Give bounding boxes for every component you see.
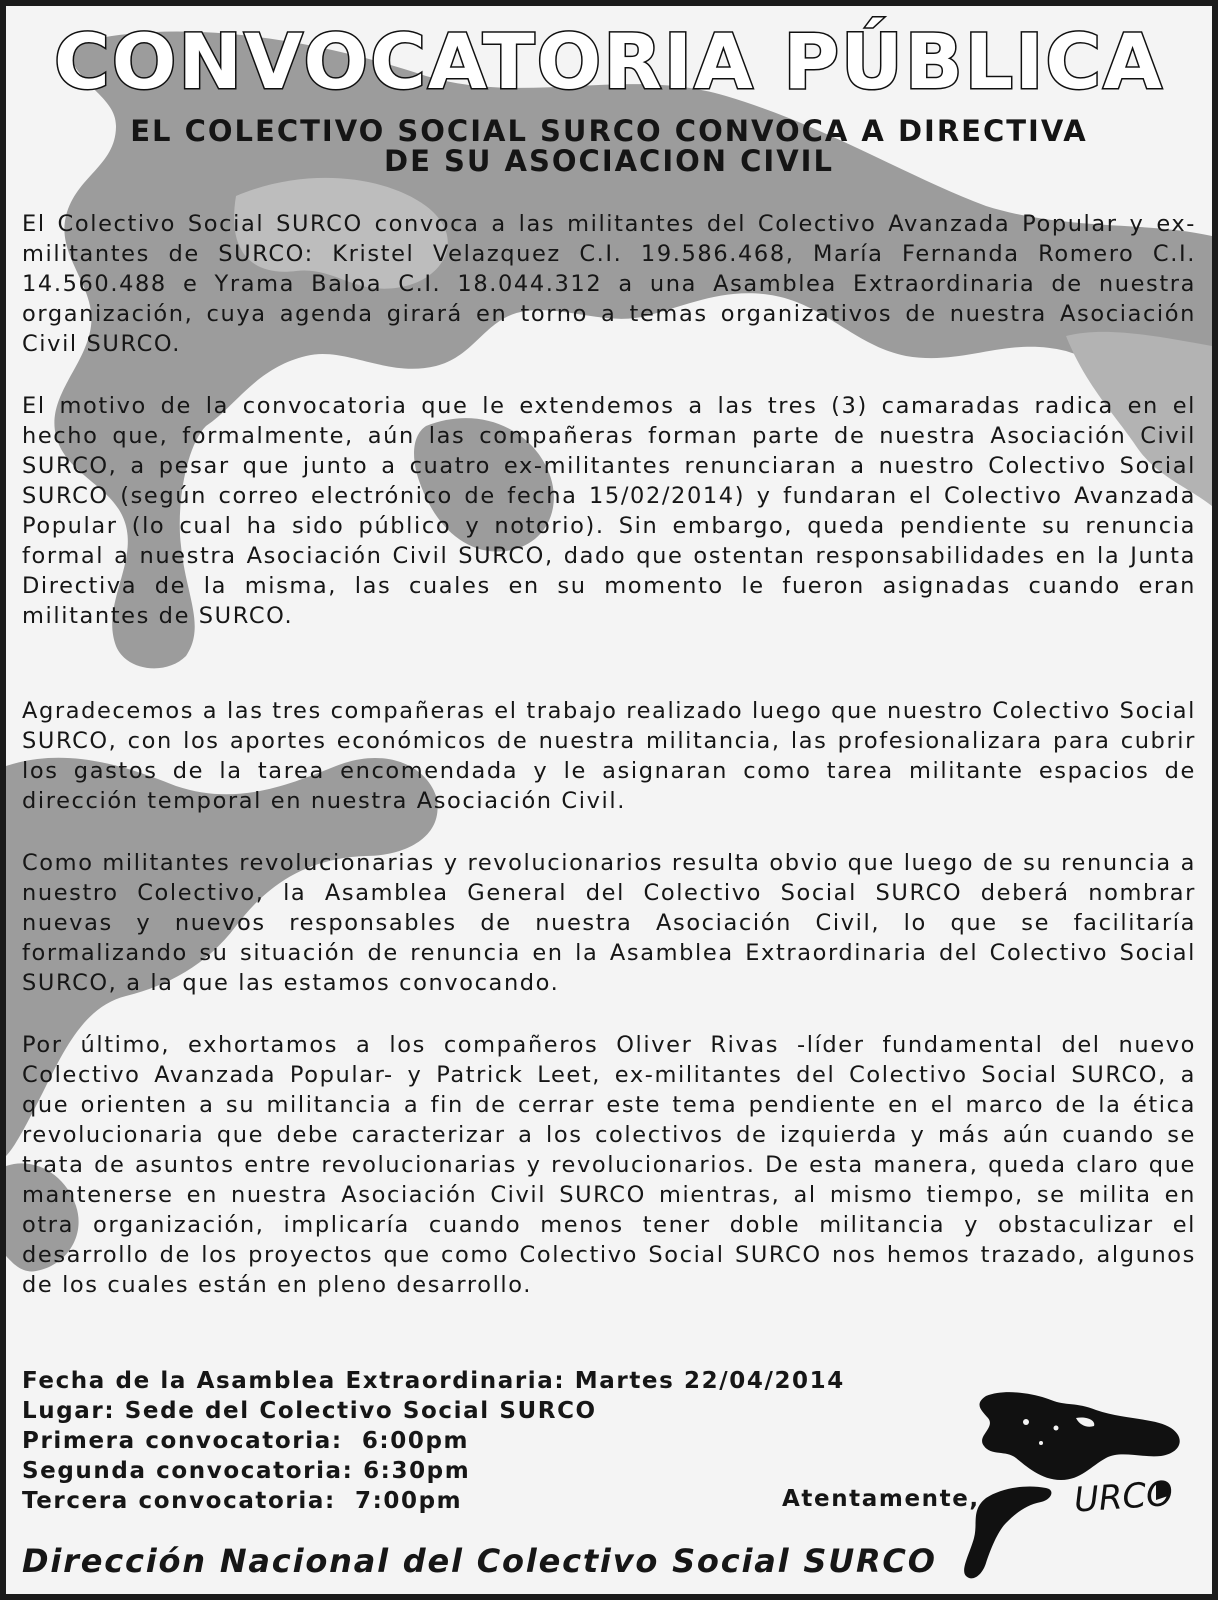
signature: Dirección Nacional del Colectivo Social SURCO	[22, 1542, 937, 1580]
surco-map-logo-icon	[956, 1388, 1206, 1588]
detail-place: Lugar: Sede del Colectivo Social SURCO	[22, 1398, 597, 1424]
subtitle-line-1: EL COLECTIVO SOCIAL SURCO CONVOCA A DIRECTIVA	[130, 114, 1088, 148]
subtitle-line-2: DE SU ASOCIACION CIVIL	[384, 144, 834, 178]
poster	[6, 6, 1212, 1594]
paragraph-1: El Colectivo Social SURCO convoca a las militantes del Colectivo Avanzada Popular y ex-militantes de SURCO: Kristel Velazquez C.I. 19.586.468, María Fernanda Romero C.I. 14.560.488 e Yrama Baloa C.I. 18.044.312 a una Asamblea Extraordinaria de nuestra organización, cuya agenda girará en torno a temas organizativos de nuestra Asociación Civil SURCO.	[22, 211, 1196, 357]
subtitle	[46, 116, 1172, 176]
detail-first-call: Primera convocatoria: 6:00pm	[22, 1428, 470, 1454]
document-content	[6, 6, 1212, 1594]
detail-second-call: Segunda convocatoria: 6:30pm	[22, 1458, 471, 1484]
page-title: CONVOCATORIA PÚBLICA	[54, 17, 1164, 106]
closing: Atentamente,	[782, 1486, 980, 1512]
logo-text: URCO	[1072, 1473, 1175, 1521]
paragraph-2: El motivo de la convocatoria que le extendemos a las tres (3) camaradas radica en el hecho que, formalmente, aún las compañeras forman parte de nuestra Asociación Civil SURCO, a pesar que junto a cuatro ex-militantes renunciaran a nuestro Colectivo Social SURCO (según correo electrónico de fecha 15/02/2014) y fundaran el Colectivo Avanzada Popular (lo cual ha sido público y notorio). Sin embargo, queda pendiente su renuncia formal a nuestra Asociación Civil SURCO, dado que ostentan responsabilidades en la Junta Directiva de la misma, las cuales en su momento le fueron asignadas cuando eran militantes de SURCO.	[22, 393, 1196, 629]
paragraph-5: Por último, exhortamos a los compañeros Oliver Rivas -líder fundamental del nuevo Colectivo Avanzada Popular- y Patrick Leet, ex-militantes del Colectivo Social SURCO, a que orienten a su militancia a fin de cerrar este tema pendiente en el marco de la ética revolucionaria que debe caracterizar a los colectivos de izquierda y más aún cuando se trata de asuntos entre revolucionarias y revolucionarios. De esta manera, queda claro que mantenerse en nuestra Asociación Civil SURCO mientras, al mismo tiempo, se milita en otra organización, implicaría cuando menos tener doble militancia y obstaculizar el desarrollo de los proyectos que como Colectivo Social SURCO nos hemos trazado, algunos de los cuales están en pleno desarrollo.	[22, 1032, 1196, 1298]
detail-date: Fecha de la Asamblea Extraordinaria: Martes 22/04/2014	[22, 1368, 845, 1394]
paragraph-4: Como militantes revolucionarias y revolucionarios resulta obvio que luego de su renuncia a nuestro Colectivo, la Asamblea General del Colectivo Social SURCO deberá nombrar nuevas y nuevos responsables de nuestra Asociación Civil, lo que se facilitaría formalizando su situación de renuncia en la Asamblea Extraordinaria del Colectivo Social SURCO, a la que las estamos convocando.	[22, 850, 1196, 996]
paragraph-3: Agradecemos a las tres compañeras el trabajo realizado luego que nuestro Colectivo Social SURCO, con los aportes económicos de nuestra militancia, las profesionalizara para cubrir los gastos de la tarea encomendada y le asignaran como tarea militante espacios de dirección temporal en nuestra Asociación Civil.	[22, 698, 1196, 814]
detail-third-call: Tercera convocatoria: 7:00pm	[22, 1488, 463, 1514]
